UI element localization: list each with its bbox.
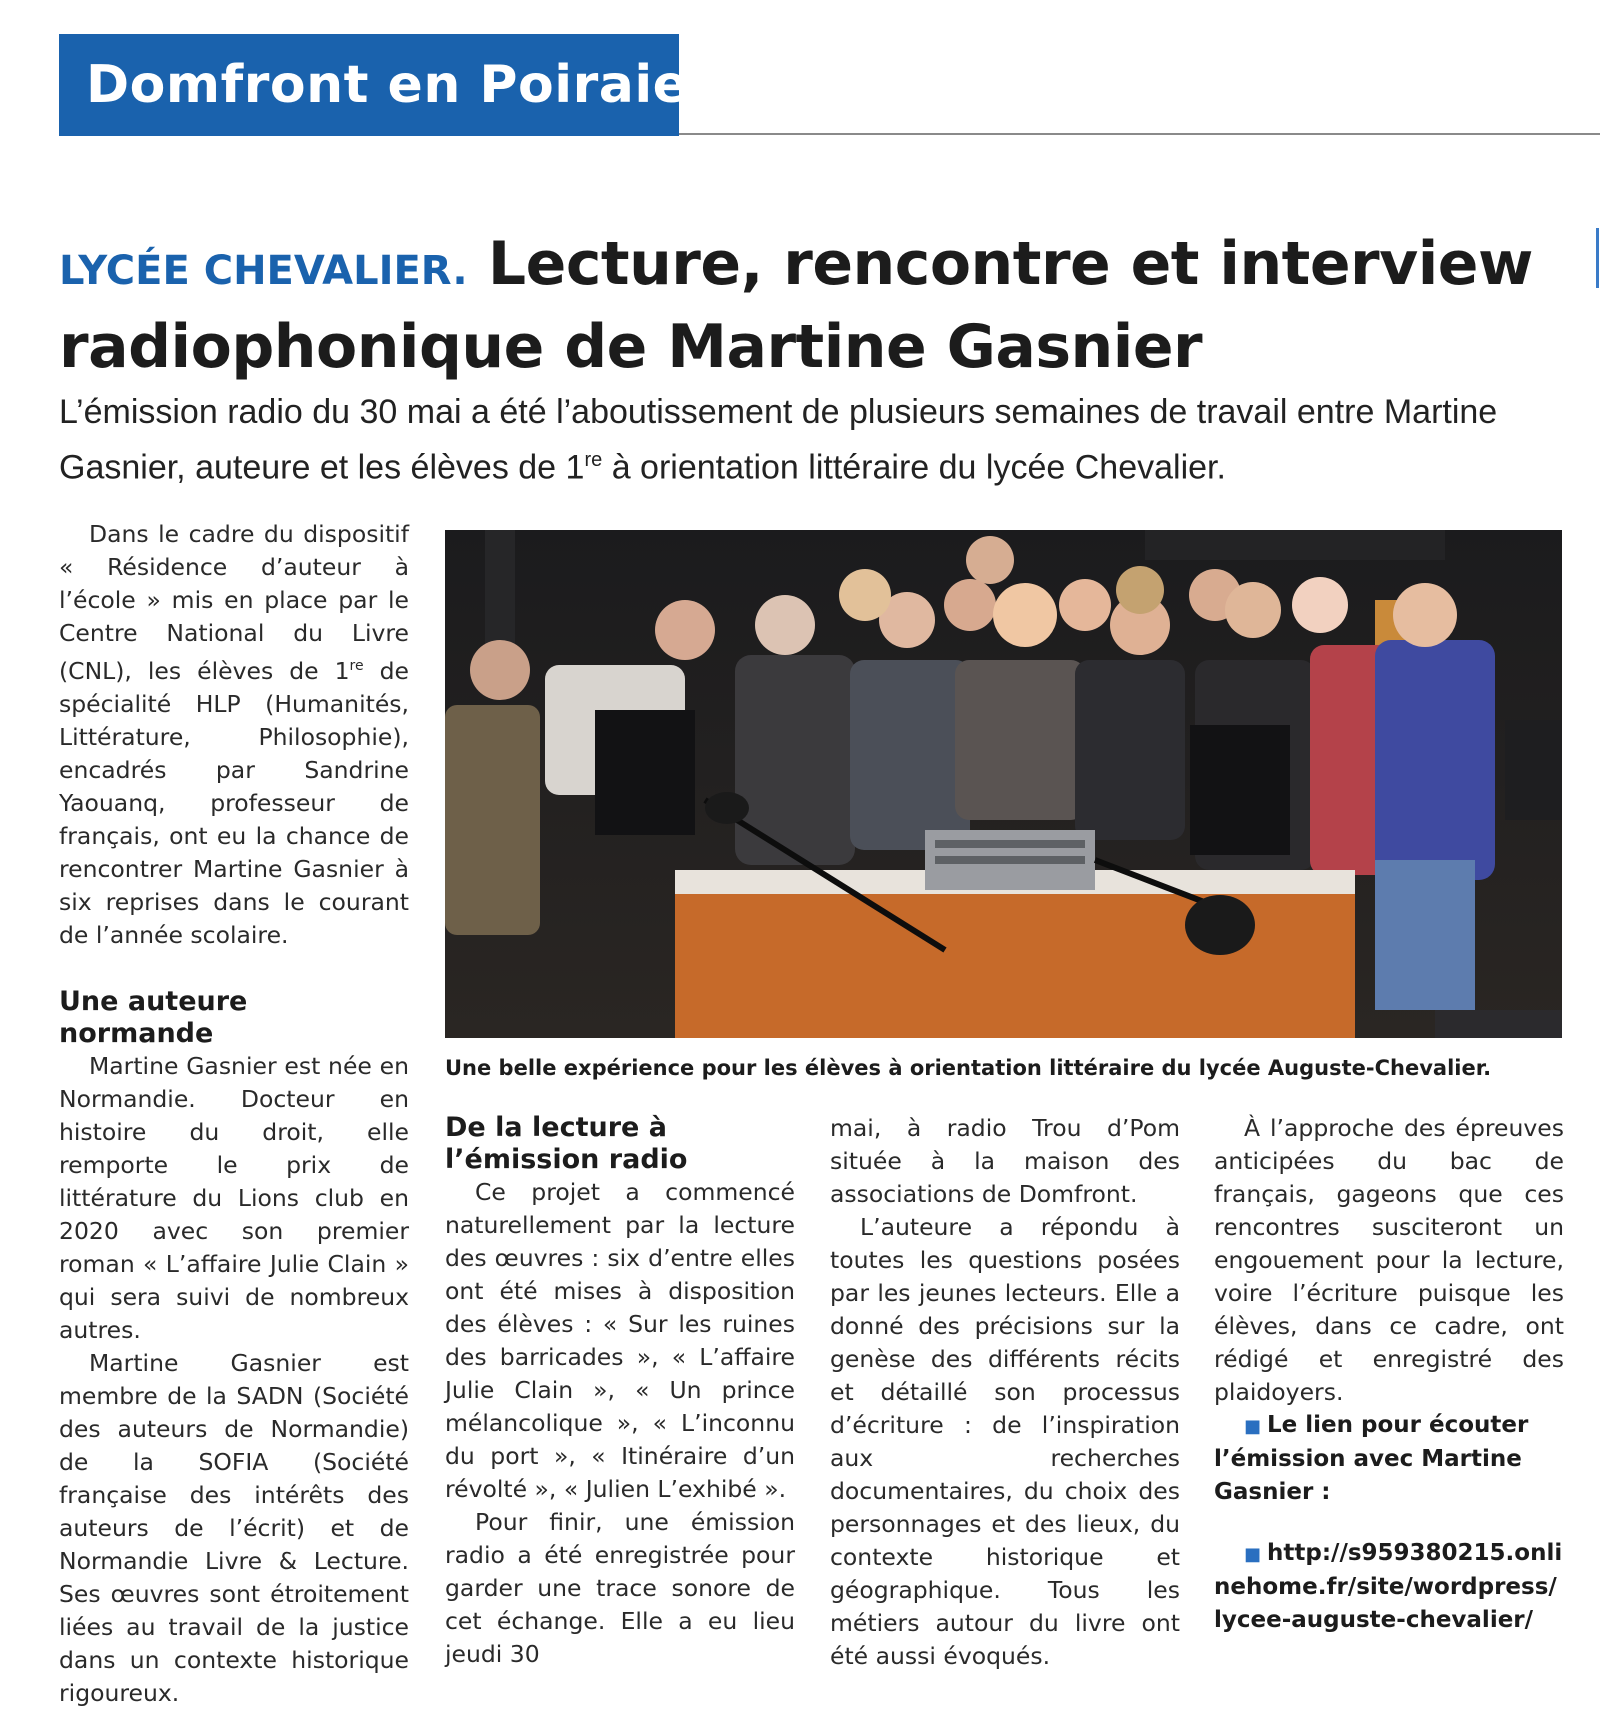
- section-tag: [59, 34, 689, 136]
- link-label: Le lien pour écouter l’émission avec Martine Gasnier :: [1214, 1412, 1529, 1505]
- col4-paragraph-1: À l’approche des épreuves anticipées du bac de français, gageons que ces rencontres susciteront un engouement pour la lecture, voire l’écriture puisque les élèves, dans ce cadre, ont rédigé et enregistré des plaidoyers.: [1214, 1114, 1564, 1406]
- link-intro: [1214, 1409, 1564, 1509]
- col1-p1-a: Dans le cadre du dispositif « Résidence d’auteur à l’école » mis en place par le Centre National du Livre (CNL), les élèves de 1: [59, 520, 409, 685]
- radio-broadcast-link[interactable]: http://s959380215.onlinehome.fr/site/wordpress/lycee-auguste-chevalier/: [1214, 1540, 1563, 1633]
- col2-subhead: De la lecture à l’émission radio: [445, 1112, 688, 1175]
- col1-p1-sup: re: [349, 658, 364, 674]
- col1-paragraph-1: [59, 518, 409, 952]
- photo-caption: Une belle expérience pour les élèves à orientation littéraire du lycée Auguste-Chevalier.: [445, 1056, 1492, 1080]
- headline-title: Lecture, rencontre et interview radiophonique de Martine Gasnier: [59, 229, 1533, 382]
- col1-paragraph-2: Martine Gasnier est née en Normandie. Docteur en histoire du droit, elle remporte le prix de littérature du Lions club en 2020 avec son premier roman « L’affaire Julie Clain » qui sera suivi de nombreux autres.: [59, 1051, 409, 1344]
- column-3: [830, 1112, 1180, 1673]
- column-2: [445, 1112, 795, 1671]
- lede: [59, 388, 1569, 491]
- group-photo: [445, 530, 1562, 1038]
- lede-part2: à orientation littéraire du lycée Chevalier.: [602, 448, 1226, 487]
- section-title: Domfront en Poiraie: [86, 55, 689, 115]
- col1-p1-b: de spécialité HLP (Humanités, Littérature, Philosophie), encadrés par Sandrine Yaouanq, professeur de français, ont eu la chance de rencontrer Martine Gasnier à six reprises dans le courant de l’année scolaire.: [59, 656, 409, 949]
- link-url-block: [1214, 1537, 1564, 1637]
- col3-paragraph-1: mai, à radio Trou d’Pom située à la maison des associations de Domfront.: [830, 1114, 1180, 1208]
- square-bullet-icon: ■: [1244, 1416, 1262, 1437]
- headline: [59, 226, 1569, 385]
- col3-paragraph-2: L’auteure a répondu à toutes les questions posées par les jeunes lecteurs. Elle a donné des précisions sur la genèse des différents récits et détaillé son processus d’écriture : de l’inspiration aux recherches documentaires, du choix des personnages et des lieux, du contexte historique et géographique. Tous les métiers autour du livre ont été aussi évoqués.: [830, 1213, 1180, 1670]
- lede-sup: re: [584, 449, 603, 471]
- col2-paragraph-1: Ce projet a commencé naturellement par la lecture des œuvres : six d’entre elles ont été mises à disposition des élèves : « Sur les ruines des barricades », « L’affaire Julie Clain », « Un prince mélancolique », « L’inconnu du port », « Itinéraire d’un révolté », « Julien L’exhibé ».: [445, 1178, 795, 1503]
- square-bullet-icon: ■: [1244, 1544, 1262, 1565]
- column-1: [59, 518, 409, 1710]
- column-4: [1214, 1112, 1564, 1637]
- adjacent-column-edge: [1596, 228, 1599, 288]
- col2-paragraph-2: Pour finir, une émission radio a été enregistrée pour garder une trace sonore de cet échange. Elle a eu lieu jeudi 30: [445, 1508, 795, 1668]
- group-photo-illustration: [445, 530, 1562, 1038]
- header-rule: [679, 133, 1600, 135]
- lede-part1: L’émission radio du 30 mai a été l’aboutissement de plusieurs semaines de travail entre Martine Gasnier, auteure et les élèves de 1: [59, 393, 1498, 487]
- col1-subhead: Une auteure normande: [59, 985, 248, 1049]
- headline-kicker: LYCÉE CHEVALIER.: [59, 248, 468, 294]
- col1-paragraph-3: Martine Gasnier est membre de la SADN (Société des auteurs de Normandie) de la SOFIA (Société française des intérêts des auteurs de l’écrit) et de Normandie Livre & Lecture. Ses œuvres sont étroitement liées au travail de la justice dans un contexte historique rigoureux.: [59, 1348, 409, 1707]
